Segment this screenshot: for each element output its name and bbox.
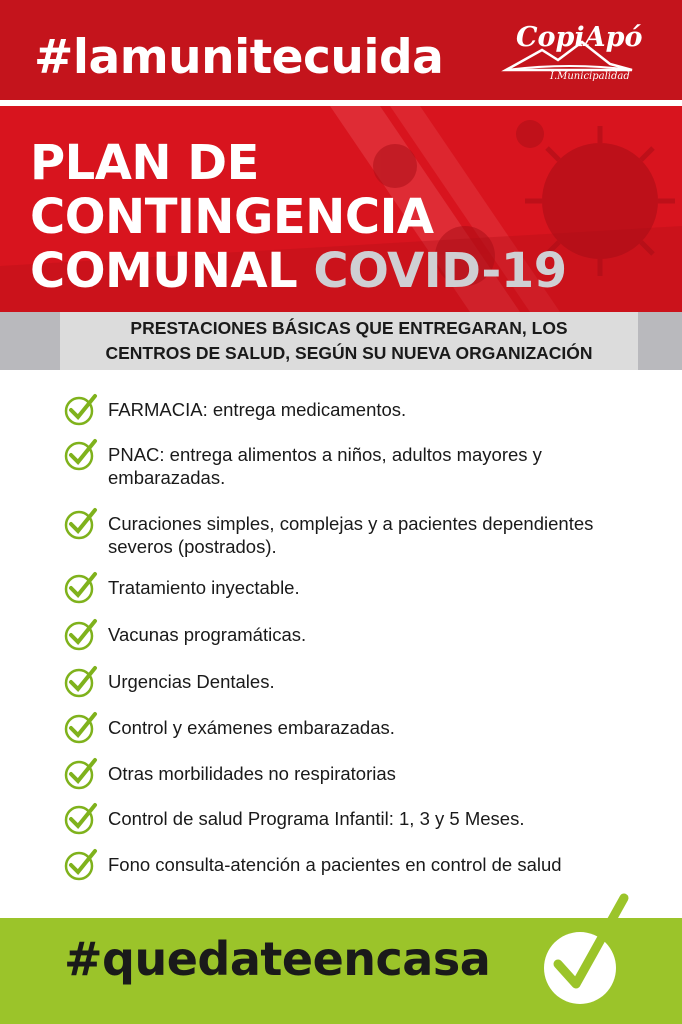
hero-banner (0, 106, 682, 312)
subtitle-line-2: CENTROS DE SALUD, SEGÚN SU NUEVA ORGANIZACIÓN (105, 343, 593, 363)
checkmark-icon (64, 756, 98, 790)
list-item-text: Vacunas programáticas. (108, 624, 307, 645)
list-item-text: Urgencias Dentales. (108, 671, 275, 692)
checkmark-icon (64, 664, 98, 698)
title-covid: COVID-19 (313, 243, 567, 299)
list-item-text: PNAC: entrega alimentos a niños, adultos mayores y embarazadas. (108, 444, 542, 488)
list-item-text: Tratamiento inyectable. (108, 577, 300, 598)
checkmark-icon (64, 710, 98, 744)
checkmark-icon (64, 847, 98, 881)
list-item-text: Control de salud Programa Infantil: 1, 3 y 5 Meses. (108, 808, 525, 829)
header-hashtag: #lamunitecuida (34, 30, 444, 85)
title-line-1: PLAN DE (30, 135, 259, 191)
list-item-text: Control y exámenes embarazadas. (108, 717, 395, 738)
checkmark-icon (64, 617, 98, 651)
subtitle-text (60, 316, 638, 366)
checkmark-icon (64, 506, 98, 540)
list-item-text: FARMACIA: entrega medicamentos. (108, 399, 407, 420)
list-item-text: Curaciones simples, complejas y a pacientes dependientes severos (postrados). (108, 513, 594, 557)
list-item-text: Fono consulta-atención a pacientes en control de salud (108, 854, 562, 875)
checkmark-icon (64, 437, 98, 471)
title-comunal: COMUNAL (30, 243, 298, 299)
checkmark-icon (64, 801, 98, 835)
title-line-3 (30, 244, 567, 298)
checkmark-icon (64, 570, 98, 604)
checkmark-icon (540, 888, 640, 1018)
logo-text: CopiApó (516, 22, 643, 53)
subtitle-line-1: PRESTACIONES BÁSICAS QUE ENTREGARAN, LOS (130, 318, 568, 338)
checkmark-icon (64, 392, 98, 426)
footer-hashtag: #quedateencasa (64, 932, 491, 986)
title-line-2: CONTINGENCIA (30, 189, 434, 245)
list-item-text: Otras morbilidades no respiratorias (108, 763, 396, 784)
municipality-logo (500, 20, 643, 92)
logo-subtitle: I.Municipalidad (550, 71, 630, 82)
